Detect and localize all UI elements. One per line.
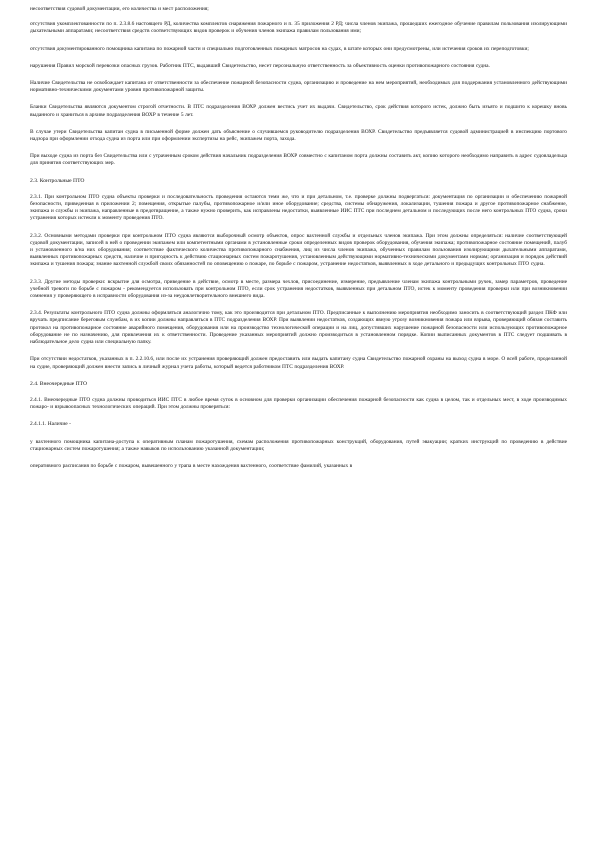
section-heading-2-4: 2.4. Внеочередные ПТО [30,380,88,387]
paragraph-8: При выходе судна из порта без Свидетельства или с утраченным сроком действия начальник подразделения ВОХР совместно с капитаном порта должны составить акт, копию которого необходимо направить в адрес судовладельца для принятия соответствующих мер. [30,153,567,167]
paragraph-bullet-2: оперативного расписания по борьбе с пожаром, вывешенного у трапа в месте нахождения вахтенного, соответствие фамилий, указанных в [30,462,353,469]
paragraph-7: В случае утери Свидетельства капитан судна в письменной форме должен дать объяснение о случившемся руководителю подразделения ВОХР. Свидетельство предъявляется судовой администрацией в инспекцию портового надзора при оформлении отхода судна из порта или при оформлении экспертизы на рейс, экипажем порта, захода. [30,128,567,143]
paragraph-4: нарушения Правил морской перевозки опасных грузов. Работник ПТС, выдавший Свидетельство, несет персональную ответственность за объективность оценки противопожарного состояния судна. [30,62,490,69]
paragraph-2-4-1-1: 2.4.1.1. Наличие - [30,421,71,428]
paragraph-2-3-5: При отсутствии недостатков, указанных в п. 2.2.10.6, или после их устранения проверяющий должен предоставить или выдать капитану судна Свидетельство пожарной охраны на выход судна в море. О всей работе, проделанной на судне, проверяющий должен внести запись в личный журнал учета работы, который ведется работником ПТС подразделения ВОХР. [30,356,567,370]
paragraph-6: Бланки Свидетельства являются документом строгой отчетности. В ПТС подразделения ВОХР должен вестись учет их выдачи. Свидетельство, срок действия которого истек, должно быть изъято и подшито к корешку вновь выданного и храниться в архиве подразделения ВОХР в течение 5 лет. [30,104,567,118]
paragraph-5: Наличие Свидетельства не освобождает капитана от ответственности за обеспечение пожарной безопасности судна, организацию и проведение на нем мероприятий, необходимых для поддержания установленного действующими нормативно-техническими документами уровня противопожарной защиты. [30,80,567,94]
paragraph-bullet-1: у вахтенного помощника капитана-доступа к оперативным планам пожаротушения, схемам расположения противопожарных конструкций, оборудования, путей эвакуации; кратких инструкций по проведению в действие стационарных систем пожаротушения; а также навыков по использованию указанной документации; [30,438,567,452]
paragraph-2-3-2: 2.3.2. Основными методами проверки при контрольном ПТО судна являются выборочный осмотр объектов, опрос вахтенной службы и отдельных членов экипажа. При этом должны определяться: наличие соответствующей судовой документации, записей в ней о проведении экипажем или компетентными органами в установленные сроки определенных видов проверок оборудования, обучения экипажа; противопожарное состояние помещений, палуб и установленного в/на них оборудования; соответствие фактического количества противопожарного снабжения, лиц из числа членов экипажа, обученных правилам пользования изолирующими дыхательными аппаратами, выявленных противопожарных средств, наличие и пригодность к действию стационарных систем пожаротушения, установленным действующими нормативно-техническими документами нормам; организация и порядок действий экипажа и тушения пожара; знание вахтенной службой своих обязанностей по оповещению о пожаре, по борьбе с пожаром, устранение недостатков, выявленных в ходе детального и предыдущих контрольных ПТО судна. [30,232,567,268]
paragraph-3: отсутствия документированного помощника капитана по пожарной части и специально подготовленных пожарных матросов на судах, в штате которых они предусмотрены, или истечения сроков их переподготовки; [30,45,529,52]
paragraph-2-3-4: 2.3.4. Результаты контрольного ПТО судна должны оформляться аналогично тому, как это производится при детальном ПТО. Предписанные к выполнению мероприятия необходимо заносить в соответствующий раздел ПКФ или вручать предписание береговым службам, в их копии должны направляться в ПТС подразделения ВОХР. При выявлении недостатков, создающих явную угрозу возникновения пожара или взрыва, проверяющий обязан составить протокол на противопожарное состояние аварийного помещения, оборудования или на производство технологической операции и на лиц, допустивших нарушение пожарной безопасности или использующих противопожарное оборудование не по назначению, для привлечения их к ответственности. Проведение указанных мероприятий должно производиться в установленном порядке. Копии выписанных документов в ПТС следует подшивать в наблюдательное дело судна или специальную папку. [30,310,567,346]
paragraph-2-3-3: 2.3.3. Другие методы проверки: вскрытие для осмотра, приведение в действие, осмотр в месте, размера чехлов, присоединение, измерение, предъявление членам экипажа контрольными ручек, замер параметров, проведение учебной тревоги по борьбе с пожаром - рекомендуется использовать при контрольном ПТО, если срок устранения недостатков, выявленных при детальном ПТО, истек к моменту проведения проверки или при возникновении сомнения у проверяющего в исправности оборудования из-за неудовлетворительного внешнего вида. [30,278,567,300]
paragraph-1: несоответствия судовой документации, его количества и мест расположения; [30,6,209,12]
paragraph-2: отсутствия укомплектованности по п. 2.3.8.6 настоящего РД, количества комплектов снаряжения пожарного и п. 35 приложения 2 РД; числа членов экипажа, прошедших ежегодное обучение правилам пользования изолирующими дыхательными аппаратами; несоответствия средств соответствующих видов проверок и обучения членов экипажа правилам пользования ими; [30,21,567,35]
paragraph-2-3-1: 2.3.1. При контрольном ПТО судна объекты проверки и последовательность проведения остаются теми же, что и при детальном, т.е. проверке должны подвергаться: документация по организации и обеспечению пожарной безопасности, приведенная в приложении 2; помещения, открытые палубы, противопожарное и/или иное оборудование; средства, системы обнаружения, локализации, тушения пожара и другое противопожарное снабжение, экипажа и службы и экипажа, направленные в предотвращение, а также нужно проверить, как исправлены недостатки, выявленные ИИС ПТС при последнем детальном и последующих после него контрольных ПТО судна, сроки устранения которых истекли к моменту проведения ПТО. [30,193,567,222]
paragraph-2-4-1: 2.4.1. Внеочередные ПТО судна должны проводиться ИИС ПТС в любое время суток в основном для проверки организации обеспечения пожарной безопасности как судна в целом, так и отдельных мест, в ходе производимых пожаро- и взрывоопасных технологических операций. При этом должны проверяться: [30,396,567,411]
section-heading-2-3: 2.3. Контрольные ПТО [30,177,85,184]
